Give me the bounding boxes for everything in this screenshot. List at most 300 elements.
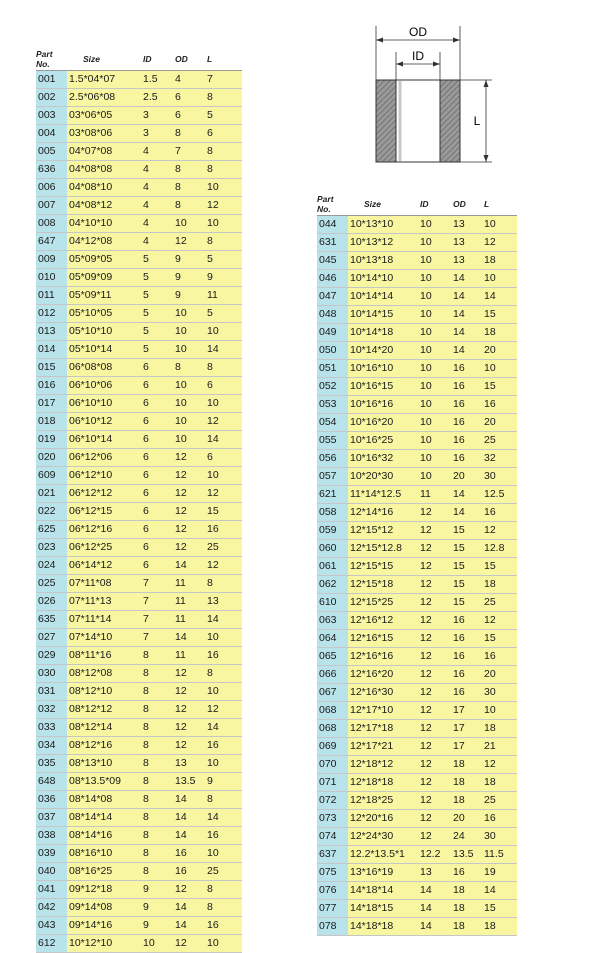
cell-od: 14 xyxy=(175,917,207,935)
cell-od: 10 xyxy=(175,305,207,323)
table-row xyxy=(36,899,242,917)
cell-id: 3 xyxy=(143,125,175,143)
cell-l: 10 xyxy=(484,360,517,378)
cell-l: 25 xyxy=(207,863,242,881)
cell-l: 14 xyxy=(207,341,242,359)
cell-part-no: 006 xyxy=(36,179,67,197)
cell-size: 10*12*10 xyxy=(67,935,143,953)
cell-size: 12*24*30 xyxy=(348,828,420,846)
cell-part-no: 066 xyxy=(317,666,348,684)
cell-id: 10 xyxy=(420,270,453,288)
cell-id: 14 xyxy=(420,918,453,936)
cell-part-no: 007 xyxy=(36,197,67,215)
cell-part-no: 609 xyxy=(36,467,67,485)
cell-part-no: 057 xyxy=(317,468,348,486)
table-row xyxy=(317,360,517,378)
cell-id: 12 xyxy=(420,792,453,810)
cell-part-no: 636 xyxy=(36,161,67,179)
cell-od: 12 xyxy=(175,449,207,467)
cell-id: 6 xyxy=(143,377,175,395)
cell-id: 10 xyxy=(420,450,453,468)
cell-l: 15 xyxy=(484,900,517,918)
table-row xyxy=(317,306,517,324)
table-row xyxy=(36,179,242,197)
cell-part-no: 029 xyxy=(36,647,67,665)
table-row xyxy=(317,414,517,432)
cell-od: 13 xyxy=(453,252,484,270)
cell-part-no: 002 xyxy=(36,89,67,107)
table-row xyxy=(317,522,517,540)
cell-size: 10*16*16 xyxy=(348,396,420,414)
cell-id: 13 xyxy=(420,864,453,882)
cell-size: 06*14*12 xyxy=(67,557,143,575)
table-row xyxy=(317,792,517,810)
cell-l: 12 xyxy=(484,612,517,630)
cell-size: 08*14*16 xyxy=(67,827,143,845)
cell-l: 10 xyxy=(207,629,242,647)
cell-od: 10 xyxy=(175,413,207,431)
cell-id: 8 xyxy=(143,755,175,773)
table-row xyxy=(317,342,517,360)
table-row xyxy=(317,396,517,414)
cell-l: 18 xyxy=(484,774,517,792)
cell-od: 14 xyxy=(453,324,484,342)
bushing-dimension-drawing xyxy=(356,18,496,168)
cell-id: 7 xyxy=(143,593,175,611)
cell-l: 12 xyxy=(484,234,517,252)
cell-size: 1.5*04*07 xyxy=(67,71,143,89)
cell-od: 24 xyxy=(453,828,484,846)
table-row xyxy=(36,287,242,305)
cell-size: 10*14*18 xyxy=(348,324,420,342)
cell-id: 9 xyxy=(143,881,175,899)
cell-part-no: 020 xyxy=(36,449,67,467)
cell-part-no: 612 xyxy=(36,935,67,953)
cell-l: 14 xyxy=(207,719,242,737)
cell-id: 8 xyxy=(143,809,175,827)
cell-size: 06*10*10 xyxy=(67,395,143,413)
cell-l: 10 xyxy=(207,845,242,863)
cell-id: 5 xyxy=(143,269,175,287)
table-row xyxy=(36,323,242,341)
parts-table-left-body xyxy=(36,71,242,953)
cell-l: 16 xyxy=(207,827,242,845)
table-row xyxy=(317,630,517,648)
cell-od: 15 xyxy=(453,540,484,558)
cell-id: 8 xyxy=(143,701,175,719)
cell-size: 10*16*15 xyxy=(348,378,420,396)
cell-size: 12*17*10 xyxy=(348,702,420,720)
cell-od: 9 xyxy=(175,269,207,287)
cell-size: 12*15*15 xyxy=(348,558,420,576)
cell-part-no: 025 xyxy=(36,575,67,593)
cell-size: 07*11*08 xyxy=(67,575,143,593)
cell-l: 6 xyxy=(207,125,242,143)
cell-id: 6 xyxy=(143,359,175,377)
table-row xyxy=(36,611,242,629)
cell-od: 18 xyxy=(453,900,484,918)
cell-size: 08*14*08 xyxy=(67,791,143,809)
cell-l: 6 xyxy=(207,377,242,395)
cell-id: 14 xyxy=(420,900,453,918)
cell-l: 16 xyxy=(207,917,242,935)
table-header-row xyxy=(36,49,242,71)
header-size: Size xyxy=(348,194,420,216)
header-l: L xyxy=(207,49,242,71)
cell-l: 9 xyxy=(207,269,242,287)
cell-part-no: 050 xyxy=(317,342,348,360)
cell-od: 12 xyxy=(175,683,207,701)
cell-od: 16 xyxy=(453,396,484,414)
cell-size: 08*12*12 xyxy=(67,701,143,719)
parts-table-right-body xyxy=(317,216,517,936)
cell-id: 10 xyxy=(420,360,453,378)
cell-size: 08*12*16 xyxy=(67,737,143,755)
cell-size: 10*14*10 xyxy=(348,270,420,288)
cell-od: 14 xyxy=(175,629,207,647)
cell-size: 04*10*10 xyxy=(67,215,143,233)
cell-od: 12 xyxy=(175,935,207,953)
cell-part-no: 044 xyxy=(317,216,348,234)
header-od: OD xyxy=(175,49,207,71)
cell-part-no: 075 xyxy=(317,864,348,882)
cell-part-no: 077 xyxy=(317,900,348,918)
cell-od: 14 xyxy=(453,306,484,324)
cell-l: 25 xyxy=(484,792,517,810)
cell-od: 15 xyxy=(453,522,484,540)
cell-size: 09*14*08 xyxy=(67,899,143,917)
table-row xyxy=(36,233,242,251)
cell-id: 12 xyxy=(420,630,453,648)
header-part-no: Part No. xyxy=(36,49,67,71)
cell-part-no: 048 xyxy=(317,306,348,324)
cell-part-no: 008 xyxy=(36,215,67,233)
id-arrow-right xyxy=(433,62,440,67)
cell-id: 11 xyxy=(420,486,453,504)
table-row xyxy=(36,431,242,449)
cell-part-no: 610 xyxy=(317,594,348,612)
cell-part-no: 027 xyxy=(36,629,67,647)
cell-l: 14 xyxy=(207,431,242,449)
table-row xyxy=(317,558,517,576)
od-arrow-right xyxy=(453,38,460,43)
cell-id: 12 xyxy=(420,810,453,828)
cell-od: 8 xyxy=(175,359,207,377)
table-row xyxy=(317,288,517,306)
table-row xyxy=(317,450,517,468)
cell-od: 4 xyxy=(175,71,207,89)
cell-od: 12 xyxy=(175,467,207,485)
cell-size: 05*10*14 xyxy=(67,341,143,359)
cell-part-no: 035 xyxy=(36,755,67,773)
cell-id: 10 xyxy=(420,432,453,450)
cell-id: 12 xyxy=(420,540,453,558)
table-row xyxy=(36,683,242,701)
cell-part-no: 049 xyxy=(317,324,348,342)
table-row xyxy=(317,738,517,756)
cell-part-no: 037 xyxy=(36,809,67,827)
cell-l: 12.5 xyxy=(484,486,517,504)
table-row xyxy=(36,863,242,881)
cell-od: 6 xyxy=(175,107,207,125)
cell-id: 6 xyxy=(143,557,175,575)
cell-l: 15 xyxy=(484,558,517,576)
cell-part-no: 063 xyxy=(317,612,348,630)
cell-od: 13 xyxy=(453,216,484,234)
header-l: L xyxy=(484,194,517,216)
header-part-no: Part No. xyxy=(317,194,348,216)
cell-part-no: 068 xyxy=(317,720,348,738)
cell-l: 12 xyxy=(207,197,242,215)
table-row xyxy=(317,540,517,558)
cell-id: 12 xyxy=(420,594,453,612)
table-row xyxy=(36,485,242,503)
cell-id: 5 xyxy=(143,341,175,359)
cell-part-no: 054 xyxy=(317,414,348,432)
table-row xyxy=(36,917,242,935)
table-row xyxy=(36,215,242,233)
cell-part-no: 003 xyxy=(36,107,67,125)
cell-od: 16 xyxy=(453,666,484,684)
cell-od: 16 xyxy=(453,432,484,450)
table-row xyxy=(36,827,242,845)
cell-l: 15 xyxy=(484,378,517,396)
cell-od: 12 xyxy=(175,881,207,899)
cell-id: 8 xyxy=(143,845,175,863)
cell-l: 8 xyxy=(207,899,242,917)
table-row xyxy=(36,71,242,89)
cell-id: 8 xyxy=(143,773,175,791)
cell-id: 12 xyxy=(420,828,453,846)
cell-size: 09*14*16 xyxy=(67,917,143,935)
cell-l: 10 xyxy=(207,935,242,953)
cell-size: 2.5*06*08 xyxy=(67,89,143,107)
cell-size: 05*09*11 xyxy=(67,287,143,305)
cell-od: 8 xyxy=(175,125,207,143)
table-row xyxy=(36,377,242,395)
cell-size: 06*12*25 xyxy=(67,539,143,557)
cell-part-no: 058 xyxy=(317,504,348,522)
cell-part-no: 015 xyxy=(36,359,67,377)
cell-l: 5 xyxy=(207,305,242,323)
cell-l: 20 xyxy=(484,666,517,684)
cell-size: 08*12*14 xyxy=(67,719,143,737)
cell-id: 6 xyxy=(143,467,175,485)
cell-size: 14*18*14 xyxy=(348,882,420,900)
cell-l: 10 xyxy=(207,395,242,413)
cell-od: 10 xyxy=(175,341,207,359)
cell-l: 10 xyxy=(484,216,517,234)
cell-part-no: 052 xyxy=(317,378,348,396)
cell-od: 17 xyxy=(453,738,484,756)
cell-id: 7 xyxy=(143,575,175,593)
cell-part-no: 018 xyxy=(36,413,67,431)
cell-size: 12*16*20 xyxy=(348,666,420,684)
cell-od: 10 xyxy=(175,395,207,413)
cell-part-no: 076 xyxy=(317,882,348,900)
cell-id: 10 xyxy=(420,216,453,234)
cell-l: 18 xyxy=(484,576,517,594)
cell-size: 12*15*18 xyxy=(348,576,420,594)
table-row xyxy=(36,467,242,485)
header-id: ID xyxy=(420,194,453,216)
cell-od: 14 xyxy=(175,557,207,575)
header-id: ID xyxy=(143,49,175,71)
cell-part-no: 637 xyxy=(317,846,348,864)
cell-id: 6 xyxy=(143,449,175,467)
cell-part-no: 023 xyxy=(36,539,67,557)
cell-l: 14 xyxy=(207,809,242,827)
cell-size: 10*14*20 xyxy=(348,342,420,360)
cell-od: 16 xyxy=(453,864,484,882)
cell-l: 8 xyxy=(207,89,242,107)
cell-od: 13.5 xyxy=(175,773,207,791)
cell-part-no: 038 xyxy=(36,827,67,845)
cell-l: 11.5 xyxy=(484,846,517,864)
cell-size: 05*09*05 xyxy=(67,251,143,269)
cell-size: 06*12*16 xyxy=(67,521,143,539)
cell-id: 5 xyxy=(143,305,175,323)
cell-size: 04*12*08 xyxy=(67,233,143,251)
cell-id: 12 xyxy=(420,612,453,630)
cell-od: 17 xyxy=(453,720,484,738)
cell-id: 8 xyxy=(143,719,175,737)
cell-od: 14 xyxy=(175,809,207,827)
cell-part-no: 022 xyxy=(36,503,67,521)
cell-l: 5 xyxy=(207,107,242,125)
cell-l: 12 xyxy=(484,522,517,540)
table-row xyxy=(317,468,517,486)
cell-part-no: 033 xyxy=(36,719,67,737)
cell-l: 18 xyxy=(484,252,517,270)
cell-l: 14 xyxy=(207,611,242,629)
cell-l: 8 xyxy=(207,575,242,593)
table-row xyxy=(36,539,242,557)
cell-size: 12*16*12 xyxy=(348,612,420,630)
cell-id: 5 xyxy=(143,287,175,305)
cell-od: 14 xyxy=(175,791,207,809)
table-row xyxy=(36,503,242,521)
cell-size: 08*16*25 xyxy=(67,863,143,881)
cell-part-no: 012 xyxy=(36,305,67,323)
table-row xyxy=(317,594,517,612)
cell-id: 7 xyxy=(143,611,175,629)
cell-od: 18 xyxy=(453,756,484,774)
cell-l: 15 xyxy=(484,306,517,324)
cell-od: 14 xyxy=(453,288,484,306)
cell-id: 8 xyxy=(143,791,175,809)
cell-l: 14 xyxy=(484,288,517,306)
bushing-wall-right xyxy=(440,80,460,162)
cell-size: 10*16*20 xyxy=(348,414,420,432)
cell-l: 13 xyxy=(207,593,242,611)
table-row xyxy=(317,756,517,774)
cell-id: 8 xyxy=(143,647,175,665)
cell-id: 8 xyxy=(143,683,175,701)
cell-part-no: 009 xyxy=(36,251,67,269)
cell-size: 08*16*10 xyxy=(67,845,143,863)
cell-od: 16 xyxy=(453,630,484,648)
cell-id: 8 xyxy=(143,665,175,683)
cell-size: 07*14*10 xyxy=(67,629,143,647)
cell-id: 12 xyxy=(420,504,453,522)
table-row xyxy=(36,89,242,107)
cell-od: 16 xyxy=(175,845,207,863)
cell-id: 10 xyxy=(420,468,453,486)
cell-od: 16 xyxy=(175,863,207,881)
cell-od: 13 xyxy=(453,234,484,252)
cell-id: 2.5 xyxy=(143,89,175,107)
cell-od: 14 xyxy=(453,342,484,360)
cell-l: 10 xyxy=(207,683,242,701)
cell-size: 12*20*16 xyxy=(348,810,420,828)
cell-id: 1.5 xyxy=(143,71,175,89)
cell-id: 10 xyxy=(420,234,453,252)
cell-part-no: 635 xyxy=(36,611,67,629)
cell-size: 14*18*18 xyxy=(348,918,420,936)
cell-id: 12.2 xyxy=(420,846,453,864)
cell-id: 6 xyxy=(143,521,175,539)
cell-l: 25 xyxy=(484,594,517,612)
cell-id: 8 xyxy=(143,737,175,755)
cell-id: 12 xyxy=(420,720,453,738)
bushing-wall-left xyxy=(376,80,396,162)
cell-l: 14 xyxy=(484,882,517,900)
cell-id: 14 xyxy=(420,882,453,900)
cell-od: 6 xyxy=(175,89,207,107)
cell-part-no: 040 xyxy=(36,863,67,881)
cell-od: 14 xyxy=(453,486,484,504)
cell-size: 08*12*08 xyxy=(67,665,143,683)
cell-size: 08*11*16 xyxy=(67,647,143,665)
cell-part-no: 014 xyxy=(36,341,67,359)
cell-l: 18 xyxy=(484,324,517,342)
table-row xyxy=(36,845,242,863)
table-row xyxy=(36,647,242,665)
cell-l: 12 xyxy=(484,756,517,774)
table-row xyxy=(317,666,517,684)
cell-size: 11*14*12.5 xyxy=(348,486,420,504)
cell-size: 06*10*06 xyxy=(67,377,143,395)
cell-l: 16 xyxy=(484,648,517,666)
cell-od: 15 xyxy=(453,594,484,612)
cell-size: 08*12*10 xyxy=(67,683,143,701)
table-row xyxy=(317,576,517,594)
cell-part-no: 056 xyxy=(317,450,348,468)
cell-size: 12*17*21 xyxy=(348,738,420,756)
cell-od: 18 xyxy=(453,882,484,900)
cell-size: 12*18*18 xyxy=(348,774,420,792)
cell-id: 12 xyxy=(420,576,453,594)
cell-id: 8 xyxy=(143,863,175,881)
cell-od: 18 xyxy=(453,774,484,792)
cell-part-no: 036 xyxy=(36,791,67,809)
cell-part-no: 010 xyxy=(36,269,67,287)
cell-part-no: 024 xyxy=(36,557,67,575)
cell-id: 12 xyxy=(420,666,453,684)
cell-od: 16 xyxy=(453,612,484,630)
cell-l: 18 xyxy=(484,918,517,936)
bushing-bore xyxy=(396,80,440,162)
cell-part-no: 043 xyxy=(36,917,67,935)
cell-size: 08*13.5*09 xyxy=(67,773,143,791)
cell-l: 16 xyxy=(207,521,242,539)
table-row xyxy=(36,197,242,215)
od-label: OD xyxy=(409,25,427,39)
cell-l: 8 xyxy=(207,143,242,161)
cell-part-no: 065 xyxy=(317,648,348,666)
cell-l: 16 xyxy=(484,396,517,414)
